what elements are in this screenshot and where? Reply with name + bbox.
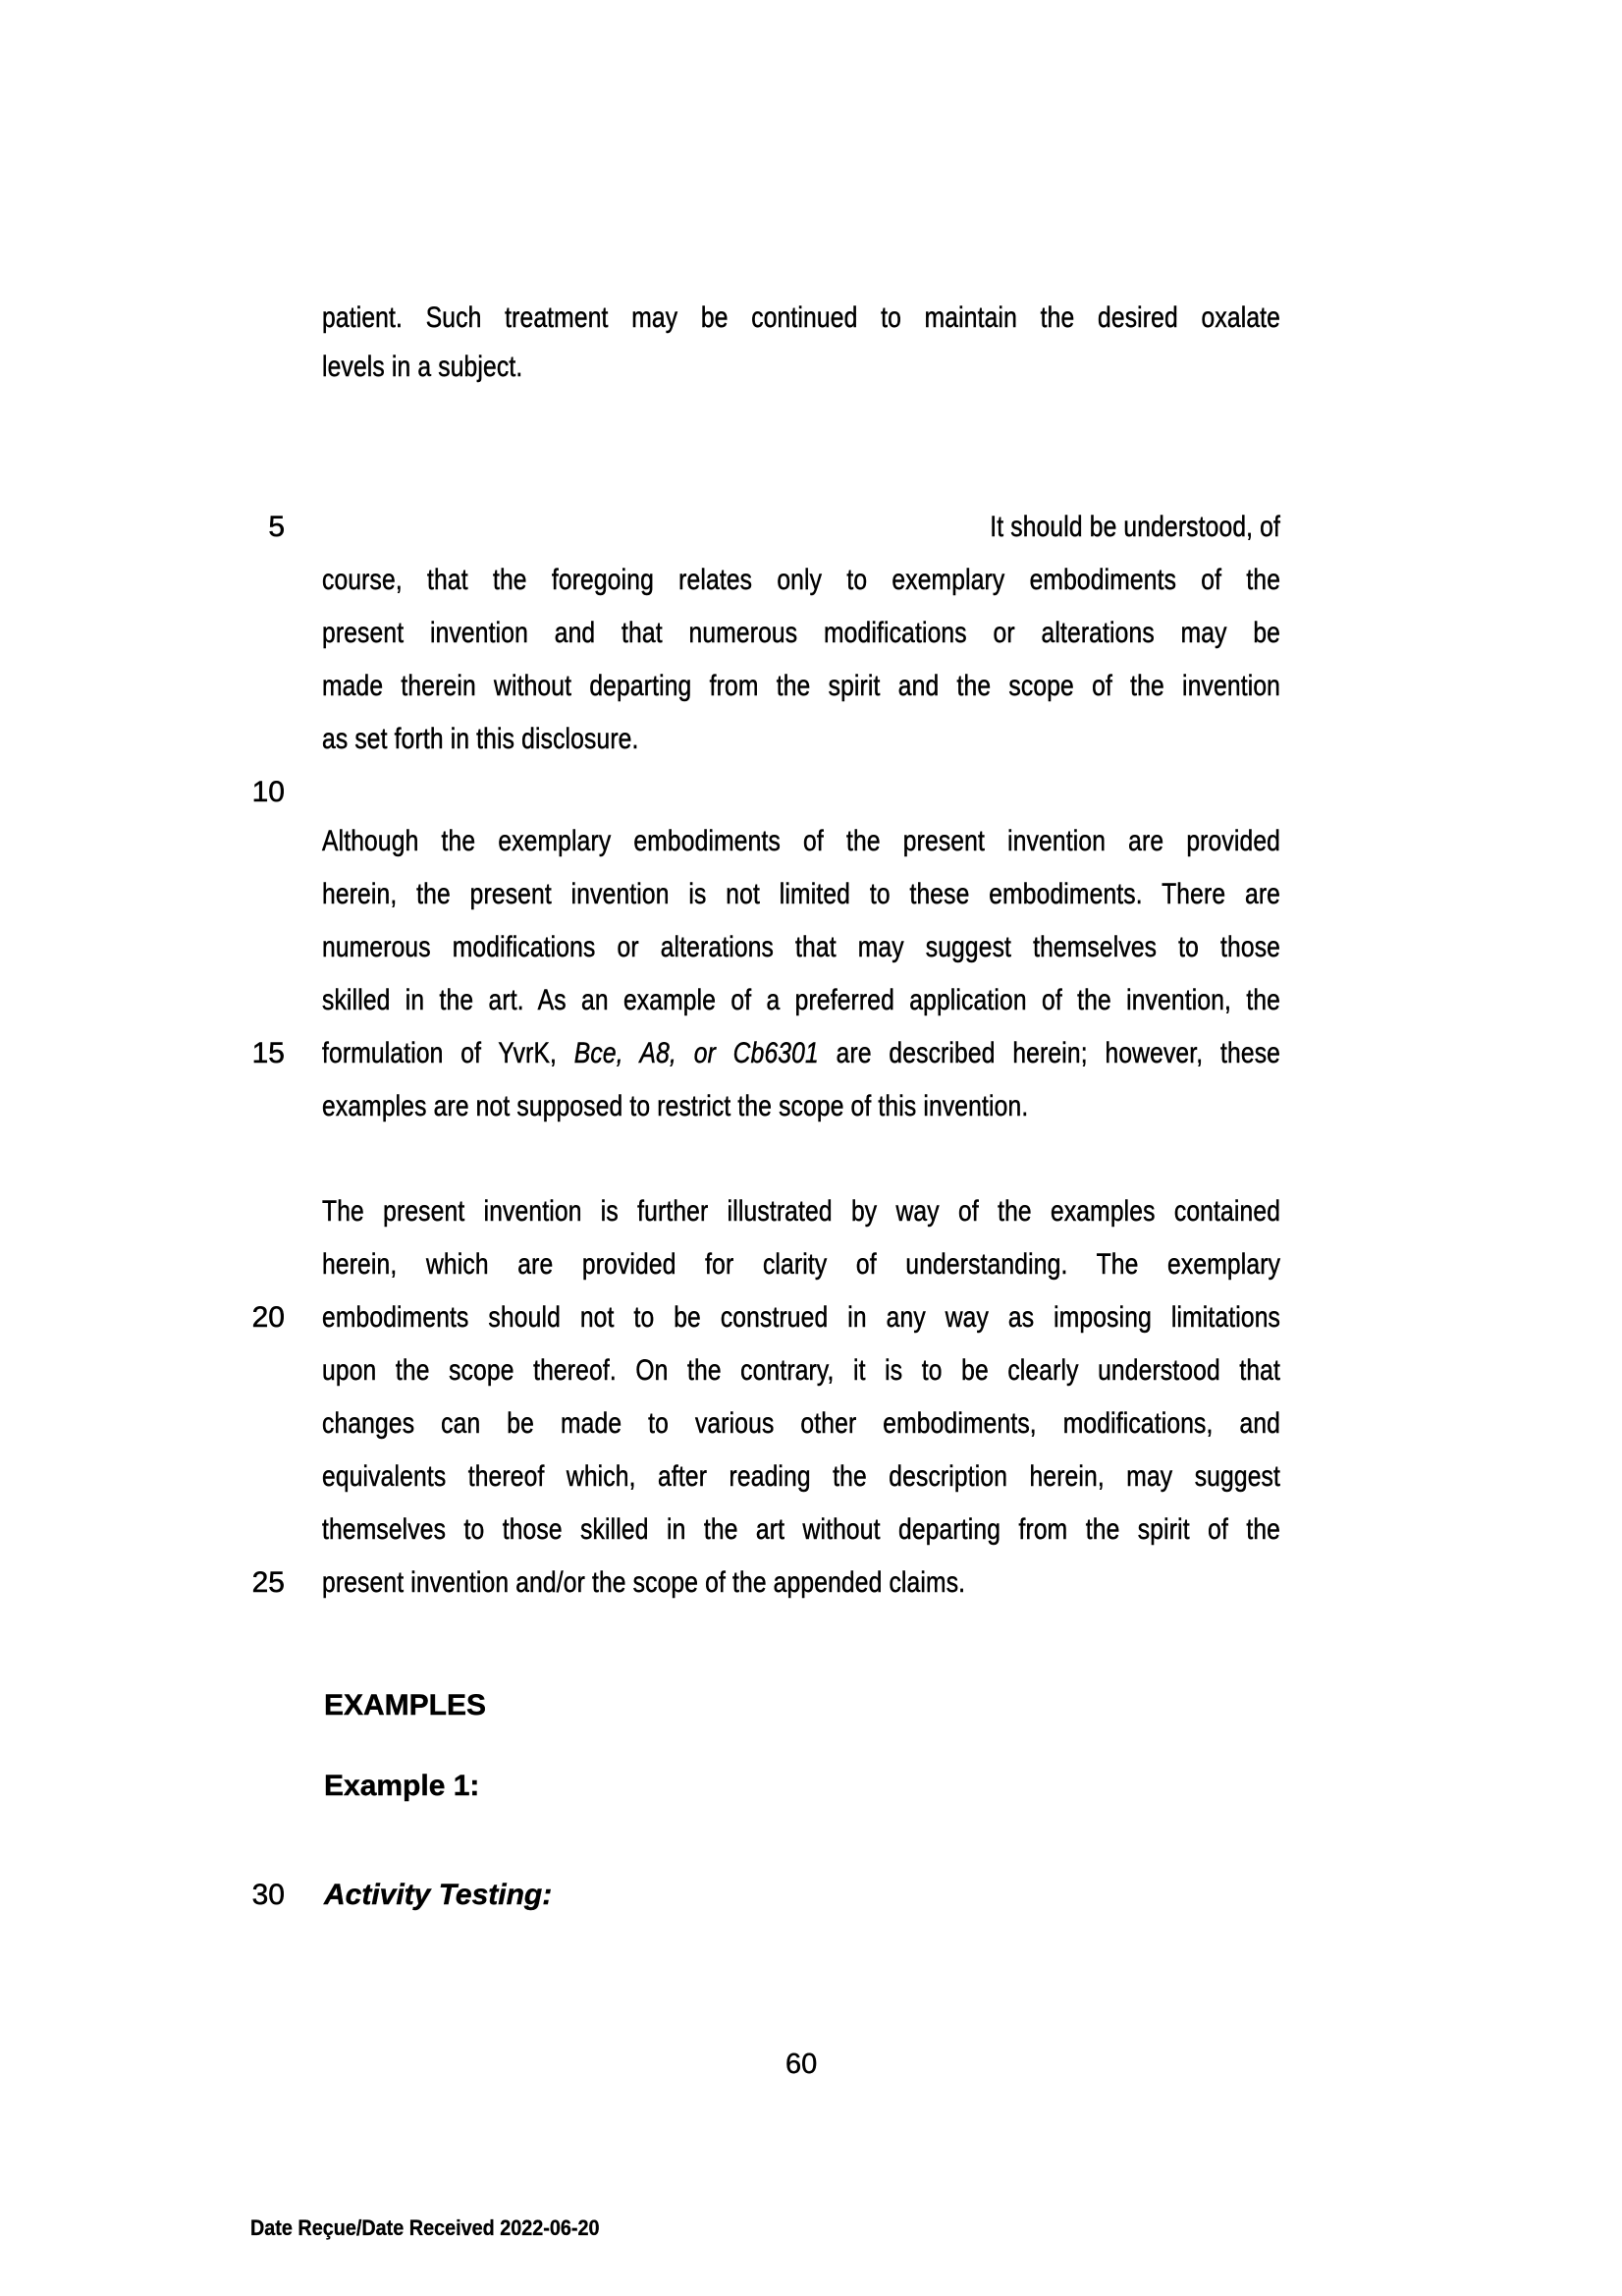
body-line [322, 1036, 1280, 1071]
body-line: equivalents thereof which, after reading the description herein, may suggest [322, 1460, 1281, 1493]
subsection-heading-activity-testing: Activity Testing: [324, 1879, 553, 1911]
body-line: changes can be made to various other embodiments, modifications, and [322, 1407, 1281, 1440]
margin-line-number-25: 25 [251, 1566, 285, 1599]
body-line: as set forth in this disclosure. [322, 723, 639, 755]
body-line: upon the scope thereof. On the contrary, it is to be clearly understood that [322, 1354, 1281, 1387]
margin-line-number-5: 5 [268, 511, 285, 543]
body-line: themselves to those skilled in the art without departing from the spirit of the [322, 1513, 1281, 1546]
body-line: present invention and that numerous modifications or alterations may be [322, 617, 1281, 649]
body-text-segment: formulation of YvrK, [322, 1037, 574, 1069]
body-line: The present invention is further illustrated by way of the examples contained [322, 1195, 1281, 1228]
body-line: herein, which are provided for clarity of understanding. The exemplary [322, 1248, 1281, 1281]
margin-line-number-20: 20 [251, 1301, 285, 1334]
body-line: made therein without departing from the spirit and the scope of the invention [322, 670, 1281, 702]
body-line: It should be understood, of [990, 511, 1281, 543]
body-line: patient. Such treatment may be continued to maintain the desired oxalate [322, 301, 1281, 334]
page-number: 60 [785, 2049, 818, 2080]
body-line: Although the exemplary embodiments of the present invention are provided [322, 825, 1281, 857]
body-line: skilled in the art. As an example of a preferred application of the invention, the [322, 984, 1281, 1016]
body-line: course, that the foregoing relates only to exemplary embodiments of the [322, 564, 1281, 596]
section-heading-examples: EXAMPLES [324, 1689, 487, 1722]
body-line: present invention and/or the scope of the appended claims. [322, 1566, 966, 1599]
margin-line-number-15: 15 [251, 1037, 285, 1069]
body-line: embodiments should not to be construed in any way as imposing limitations [322, 1301, 1281, 1334]
margin-line-number-10: 10 [251, 776, 285, 808]
body-line: levels in a subject. [322, 351, 523, 383]
margin-line-number-30: 30 [251, 1879, 285, 1911]
strain-names-italic: Bce, A8, or Cb6301 [573, 1037, 819, 1069]
footer-date-stamp: Date Reçue/Date Received 2022-06-20 [250, 2215, 600, 2240]
body-line: herein, the present invention is not limited to these embodiments. There are [322, 878, 1281, 910]
body-line: examples are not supposed to restrict the scope of this invention. [322, 1090, 1029, 1122]
body-text-segment: are described herein; however, these [818, 1037, 1281, 1069]
body-line: numerous modifications or alterations that may suggest themselves to those [322, 931, 1281, 963]
subsection-heading-example-1: Example 1: [324, 1770, 480, 1802]
